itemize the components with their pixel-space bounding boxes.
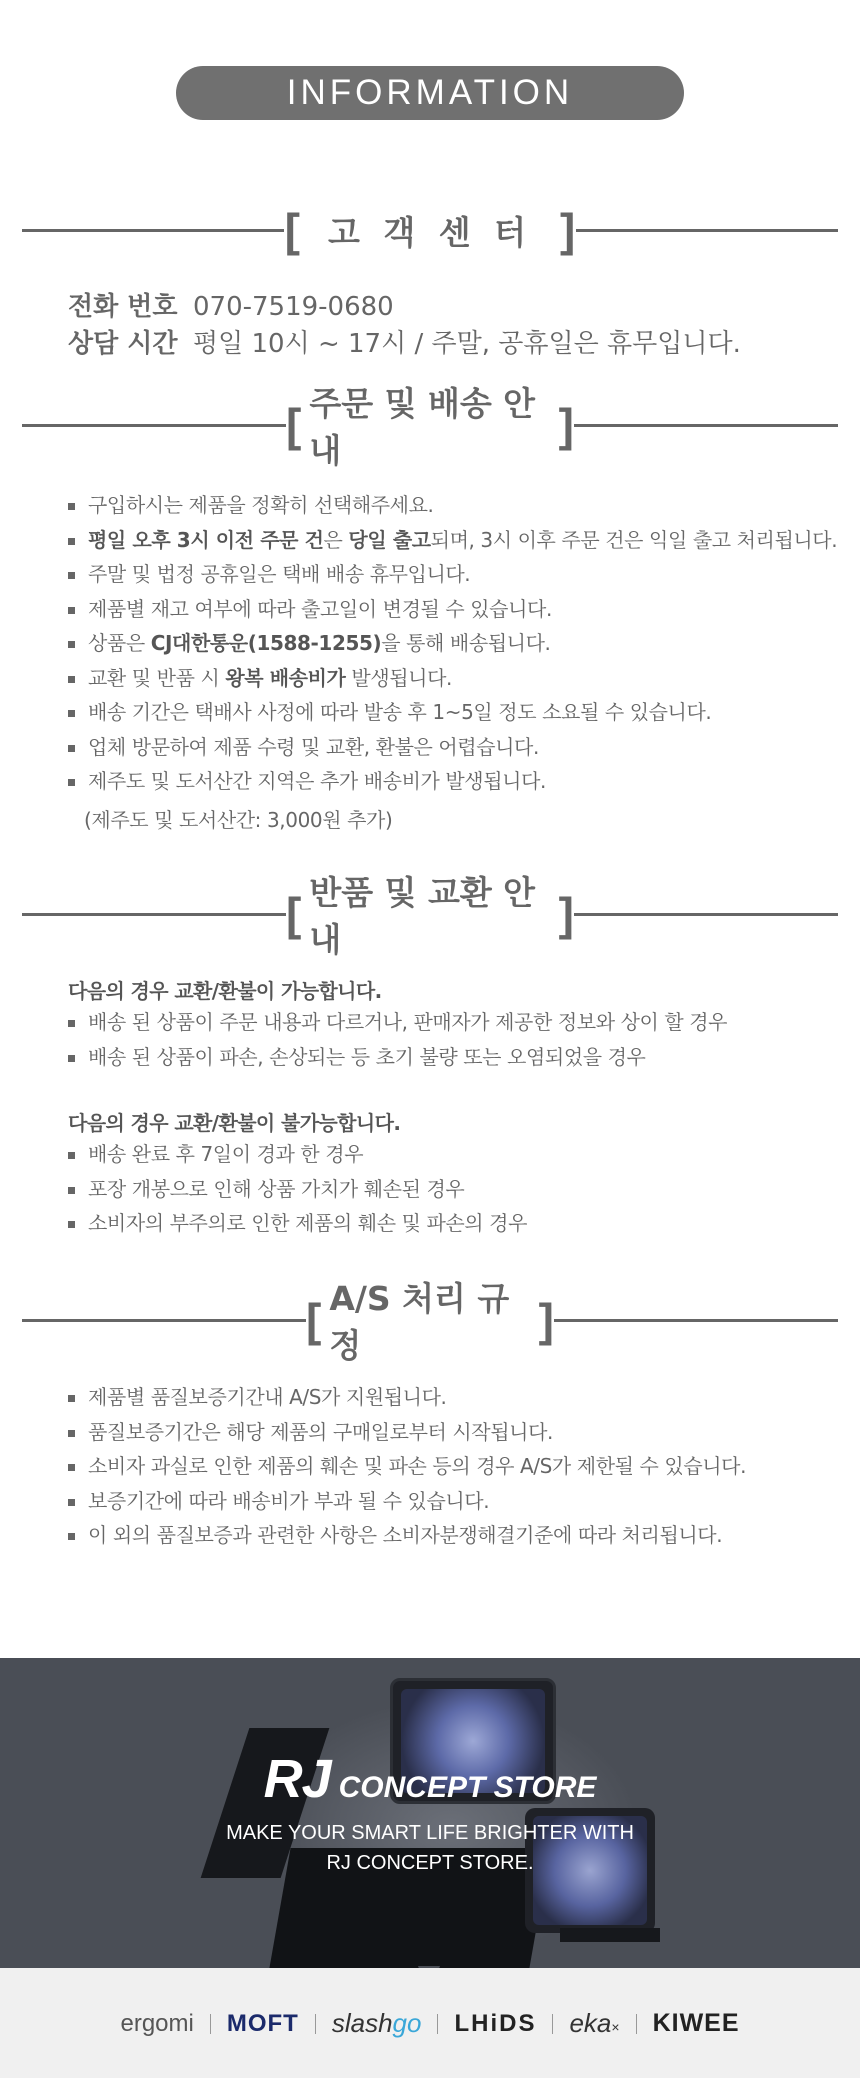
bullet-icon xyxy=(68,1221,75,1228)
contact-phone-row xyxy=(68,286,394,323)
hours-label: 상담 시간 xyxy=(68,329,178,359)
divider-line xyxy=(22,1319,306,1322)
list-item: 평일 오후 3시 이전 주문 건은 당일 출고되며, 3시 이후 주문 건은 익일 출고 처리됩니다. xyxy=(68,523,837,558)
bullet-icon xyxy=(68,1152,75,1159)
shipping-note: (제주도 및 도서산간: 3,000원 추가) xyxy=(84,808,393,832)
bracket-left-icon: [ xyxy=(284,204,300,256)
logo-divider xyxy=(437,2014,438,2034)
divider-line xyxy=(574,913,838,916)
list-item: 구입하시는 제품을 정확히 선택해주세요. xyxy=(68,488,837,523)
list-item: 제주도 및 도서산간 지역은 추가 배송비가 발생됩니다. xyxy=(68,764,837,799)
bullet-icon xyxy=(68,1533,75,1540)
bullet-icon xyxy=(68,641,75,648)
list-item: 주말 및 법정 공휴일은 택배 배송 휴무입니다. xyxy=(68,557,837,592)
logo-divider xyxy=(636,2014,637,2034)
section-header-as xyxy=(22,1279,838,1365)
list-item: 품질보증기간은 해당 제품의 구매일로부터 시작됩니다. xyxy=(68,1415,746,1450)
list-item: 배송 기간은 택배사 사정에 따라 발송 후 1~5일 정도 소요될 수 있습니다. xyxy=(68,695,837,730)
logo-lhids: LHiDS xyxy=(454,2009,537,2037)
bracket-right-icon: ] xyxy=(558,399,574,451)
hours-value: 평일 10시 ~ 17시 / 주말, 공휴일은 휴무입니다. xyxy=(193,329,741,359)
bracket-right-icon: ] xyxy=(559,204,576,256)
logo-ergomi: ergomi xyxy=(120,2009,194,2037)
bracket-right-icon: ] xyxy=(558,888,574,940)
bullet-icon xyxy=(68,779,75,786)
phone-value[interactable]: 070-7519-0680 xyxy=(193,292,394,322)
divider-line xyxy=(22,913,286,916)
bullet-icon xyxy=(68,607,75,614)
divider-line xyxy=(576,229,838,232)
bullet-icon xyxy=(68,1395,75,1402)
bracket-left-icon: [ xyxy=(306,1294,322,1346)
list-item: 배송 완료 후 7일이 경과 한 경우 xyxy=(68,1137,527,1172)
logo-divider xyxy=(315,2014,316,2034)
bullet-icon xyxy=(68,745,75,752)
logo-eka: eka× xyxy=(569,2008,620,2038)
list-item: 포장 개봉으로 인해 상품 가치가 훼손된 경우 xyxy=(68,1172,527,1207)
section-title: 반품 및 교환 안내 xyxy=(309,873,536,959)
list-item: 제품별 재고 여부에 따라 출고일이 변경될 수 있습니다. xyxy=(68,592,837,627)
section-title: 주문 및 배송 안내 xyxy=(309,384,536,470)
list-item: 교환 및 반품 시 왕복 배송비가 발생됩니다. xyxy=(68,661,837,696)
section-header-service xyxy=(22,205,838,255)
bullet-icon xyxy=(68,710,75,717)
returns-possible-heading: 다음의 경우 교환/환불이 가능합니다. xyxy=(68,979,382,1003)
bracket-left-icon: [ xyxy=(286,888,302,940)
bracket-right-icon: ] xyxy=(538,1294,554,1346)
partner-logos-bar xyxy=(0,1968,860,2078)
section-title: A/S 처리 규정 xyxy=(329,1279,510,1365)
bullet-icon xyxy=(68,1187,75,1194)
bullet-icon xyxy=(68,503,75,510)
returns-possible-list xyxy=(68,1005,727,1074)
list-item: 배송 된 상품이 파손, 손상되는 등 초기 불량 또는 오염되었을 경우 xyxy=(68,1040,727,1075)
returns-impossible-heading: 다음의 경우 교환/환불이 불가능합니다. xyxy=(68,1111,401,1135)
list-item: 이 외의 품질보증과 관련한 사항은 소비자분쟁해결기준에 따라 처리됩니다. xyxy=(68,1518,746,1553)
bullet-icon xyxy=(68,1430,75,1437)
list-item: 소비자의 부주의로 인한 제품의 훼손 및 파손의 경우 xyxy=(68,1206,527,1241)
list-item: 보증기간에 따라 배송비가 부과 될 수 있습니다. xyxy=(68,1484,746,1519)
section-header-order xyxy=(22,384,838,470)
divider-line xyxy=(574,424,838,427)
list-item: 배송 된 상품이 주문 내용과 다르거나, 판매자가 제공한 정보와 상이 할 경우 xyxy=(68,1005,727,1040)
bullet-icon xyxy=(68,572,75,579)
phone-label: 전화 번호 xyxy=(68,292,178,322)
list-item: 상품은 CJ대한통운(1588-1255)을 통해 배송됩니다. xyxy=(68,626,837,661)
logo-divider xyxy=(210,2014,211,2034)
bullet-icon xyxy=(68,1499,75,1506)
list-item: 업체 방문하여 제품 수령 및 교환, 환불은 어렵습니다. xyxy=(68,730,837,765)
contact-hours-row xyxy=(68,323,741,360)
bullet-icon xyxy=(68,1464,75,1471)
bracket-left-icon: [ xyxy=(286,399,302,451)
divider-line xyxy=(22,229,284,232)
bullet-icon xyxy=(68,1055,75,1062)
list-item: 제품별 품질보증기간내 A/S가 지원됩니다. xyxy=(68,1380,746,1415)
logo-moft: MOFT xyxy=(226,2009,299,2037)
brand-banner xyxy=(0,1658,860,1968)
brand-logo: RJ CONCEPT STORE xyxy=(263,1749,597,1809)
bullet-icon xyxy=(68,538,75,545)
bullet-icon xyxy=(68,1020,75,1027)
logo-slashgo: slashgo xyxy=(331,2008,422,2038)
returns-impossible-list xyxy=(68,1137,527,1241)
list-item: 소비자 과실로 인한 제품의 훼손 및 파손 등의 경우 A/S가 제한될 수 있습니다. xyxy=(68,1449,746,1484)
information-banner: INFORMATION xyxy=(176,66,684,120)
order-info-list xyxy=(68,488,837,799)
brand-tagline: MAKE YOUR SMART LIFE BRIGHTER WITH RJ CONCEPT STORE. xyxy=(226,1822,634,1874)
divider-line xyxy=(22,424,286,427)
as-policy-list xyxy=(68,1380,746,1553)
product-stand-image xyxy=(560,1928,660,1942)
section-title: 고 객 센 터 xyxy=(328,212,532,252)
divider-line xyxy=(554,1319,838,1322)
logo-divider xyxy=(552,2014,553,2034)
bullet-icon xyxy=(68,676,75,683)
logo-kiwee: KIWEE xyxy=(652,2009,740,2037)
section-header-returns xyxy=(22,873,838,959)
